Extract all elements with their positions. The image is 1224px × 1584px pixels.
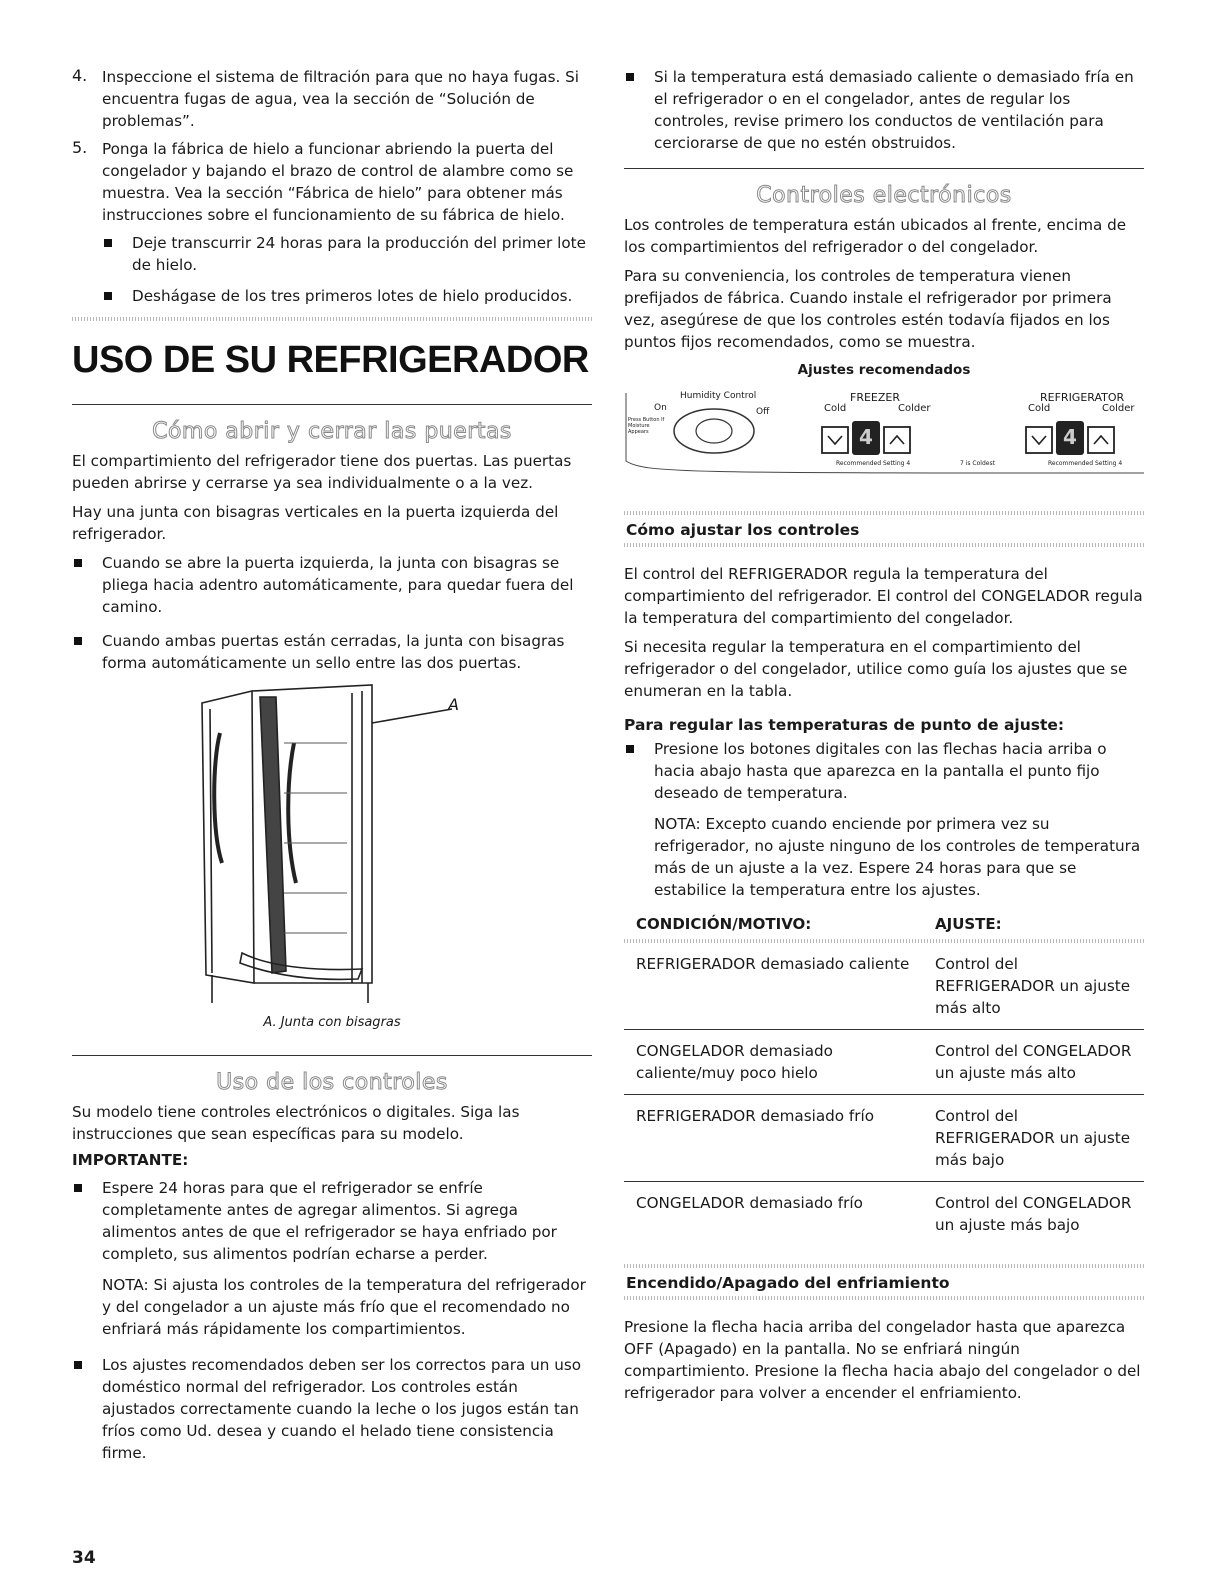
freezer-up-button[interactable] (884, 427, 910, 453)
table-row (624, 1095, 1144, 1182)
figure-label-a: A (448, 695, 459, 714)
refrigerator-display: 4 (1063, 425, 1077, 449)
section-rule (72, 404, 592, 405)
table-cell: CONGELADOR demasiado caliente/muy poco hielo (624, 1030, 923, 1095)
freezer-recommended: Recommended Setting 4 (836, 460, 911, 467)
note: NOTA: Excepto cuando enciende por primera vez su refrigerador, no ajuste ninguno de los controles de temperatura más de un ajuste a la vez. Espere 24 horas para que se estabilice la temperatura entre los ajustes. (654, 815, 1141, 899)
list-item: Espere 24 horas para que el refrigerador se enfríe completamente antes de agregar alimentos. Si agrega alimentos antes de que el refrigerador se haya enfriado por completo, sus alimentos podrían echarse a perder. (72, 1177, 592, 1265)
subsection-heading-cooling: Encendido/Apagado del enfriamiento (626, 1274, 950, 1292)
figure-caption: A. Junta con bisagras (263, 1015, 401, 1030)
paragraph: Presione la flecha hacia arriba del congelador hasta que aparezca OFF (Apagado) en la pantalla. No se enfriará ningún compartimiento. Presione la flecha hacia abajo del congelador o del refrigerador para volver a encender el enfriamiento. (624, 1318, 1141, 1402)
refrigerator-up-button[interactable] (1088, 427, 1114, 453)
controls-bullets (72, 1177, 592, 1265)
refrigerator-recommended: Recommended Setting 4 (1048, 460, 1123, 467)
table-header-setting: AJUSTE: (935, 915, 1002, 933)
right-column (624, 66, 1144, 1404)
paragraph: Si necesita regular la temperatura en el compartimiento del refrigerador o del congelador, utilice como guía los ajustes que se enumeran en la tabla. (624, 638, 1128, 700)
table-row (624, 943, 1144, 1030)
on-label: On (654, 403, 667, 413)
table-row (624, 1182, 1144, 1247)
refrigerator-label: REFRIGERATOR (1040, 391, 1125, 404)
freezer-cold-label: Cold (824, 403, 847, 414)
humidity-button[interactable] (696, 419, 732, 443)
list-item: Presione los botones digitales con las flechas hacia arriba o hacia abajo hasta que aparezca en la pantalla el punto fijo deseado de temperatura. (624, 738, 1144, 804)
table-cell: Control del REFRIGERADOR un ajuste más bajo (923, 1095, 1144, 1182)
fridge-illustration (72, 683, 592, 1023)
step-4 (72, 66, 592, 132)
refrigerator-down-button[interactable] (1026, 427, 1052, 453)
step-text: Inspeccione el sistema de filtración para que no haya fugas. Si encuentra fugas de agua, vea la sección de “Solución de problemas”. (102, 68, 580, 130)
section-heading-electronic: Controles electrónicos (756, 183, 1012, 208)
settings-table (624, 909, 1144, 1246)
humidity-label: Humidity Control (680, 391, 757, 401)
dotted-divider (624, 511, 1144, 515)
paragraph: Los controles de temperatura están ubicados al frente, encima de los compartimientos del refrigerador o del congelador. (624, 216, 1127, 256)
press-button-note: Press Button If Moisture Appears (628, 417, 665, 435)
list-item: Deshágase de los tres primeros lotes de hielo producidos. (102, 285, 592, 307)
panel-title: Ajustes recomendados (797, 362, 971, 378)
top-bullets (624, 66, 1144, 154)
paragraph: Para su conveniencia, los controles de temperatura vienen prefijados de fábrica. Cuando instale el refrigerador por primera vez, asegúrese de que los controles estén todavía fijados en los puntos fijos recomendados, como se muestra. (624, 267, 1112, 351)
paragraph: Hay una junta con bisagras verticales en la puerta izquierda del refrigerador. (72, 503, 559, 543)
subsection-heading-setpoint: Para regular las temperaturas de punto de ajuste: (624, 716, 1065, 734)
left-column (72, 66, 592, 1473)
step-text: Ponga la fábrica de hielo a funcionar abriendo la puerta del congelador y bajando el brazo de control de alambre como se muestra. Vea la sección “Fábrica de hielo” para obtener más instrucciones sobre el funcionamiento de su fábrica de hielo. (102, 140, 574, 224)
control-panel (624, 389, 1144, 481)
doors-bullets (72, 552, 592, 674)
refrigerator-cold-label: Cold (1028, 403, 1051, 414)
page-number: 34 (72, 1548, 96, 1568)
table-header-condition: CONDICIÓN/MOTIVO: (636, 915, 812, 933)
table-header (624, 909, 1144, 939)
subsection-heading-adjust: Cómo ajustar los controles (626, 521, 860, 539)
dotted-divider (624, 1264, 1144, 1268)
list-item: Si la temperatura está demasiado caliente o demasiado fría en el refrigerador o en el congelador, antes de regular los controles, revise primero los conductos de ventilación para cerciorarse de que no estén obstruidos. (624, 66, 1144, 154)
controls-bullets-2 (72, 1354, 592, 1464)
paragraph: El compartimiento del refrigerador tiene dos puertas. Las puertas pueden abrirse y cerrarse ya sea individualmente o a la vez. (72, 452, 572, 492)
list-item: Los ajustes recomendados deben ser los correctos para un uso doméstico normal del refrigerador. Los controles están ajustados correctamente cuando la leche o los jugos están tan fríos como Ud. desea y cuando el helado tiene consistencia firme. (72, 1354, 592, 1464)
section-rule (72, 1055, 592, 1056)
table-cell: Control del CONGELADOR un ajuste más alto (923, 1030, 1144, 1095)
dotted-divider (624, 543, 1144, 547)
table-cell: CONGELADOR demasiado frío (636, 1194, 863, 1212)
paragraph: Su modelo tiene controles electrónicos o digitales. Siga las instrucciones que sean específicas para su modelo. (72, 1103, 520, 1143)
dotted-divider (624, 1296, 1144, 1300)
table-cell: REFRIGERADOR demasiado caliente (624, 943, 923, 1030)
step-5 (72, 138, 592, 226)
step-number: 5. (72, 138, 88, 157)
section-heading-controls: Uso de los controles (216, 1070, 448, 1095)
list-item: Deje transcurrir 24 horas para la producción del primer lote de hielo. (102, 232, 592, 276)
note: NOTA: Si ajusta los controles de la temperatura del refrigerador y del congelador a un ajuste más frío que el recomendado no enfriará más rápidamente los compartimientos. (102, 1276, 586, 1338)
off-label: Off (756, 407, 770, 417)
table-row (624, 1030, 1144, 1095)
freezer-display: 4 (859, 425, 873, 449)
dotted-divider (72, 317, 592, 321)
adjust-bullets (624, 738, 1144, 804)
list-item: Cuando se abre la puerta izquierda, la junta con bisagras se pliega hacia adentro automáticamente, para quedar fuera del camino. (72, 552, 592, 618)
freezer-label: FREEZER (850, 391, 900, 404)
freezer-down-button[interactable] (822, 427, 848, 453)
coldest-note: 7 is Coldest (960, 460, 995, 467)
table-cell: Control del REFRIGERADOR un ajuste más alto (923, 943, 1144, 1030)
section-heading-doors: Cómo abrir y cerrar las puertas (152, 419, 512, 444)
step-number: 4. (72, 66, 88, 85)
refrigerator-colder-label: Colder (1102, 403, 1135, 414)
important-label: IMPORTANTE: (72, 1151, 189, 1169)
paragraph: El control del REFRIGERADOR regula la temperatura del compartimiento del refrigerador. El control del CONGELADOR regula la temperatura del compartimiento del congelador. (624, 565, 1143, 627)
step-5-bullets (72, 232, 592, 307)
fridge-figure (72, 683, 592, 1030)
section-rule (624, 168, 1144, 169)
table-cell: Control del CONGELADOR un ajuste más bajo (935, 1194, 1132, 1234)
page-title: USO DE SU REFRIGERADOR (72, 339, 589, 381)
freezer-colder-label: Colder (898, 403, 931, 414)
table-cell: REFRIGERADOR demasiado frío (624, 1095, 923, 1182)
list-item: Cuando ambas puertas están cerradas, la junta con bisagras forma automáticamente un sello entre las dos puertas. (72, 630, 592, 674)
